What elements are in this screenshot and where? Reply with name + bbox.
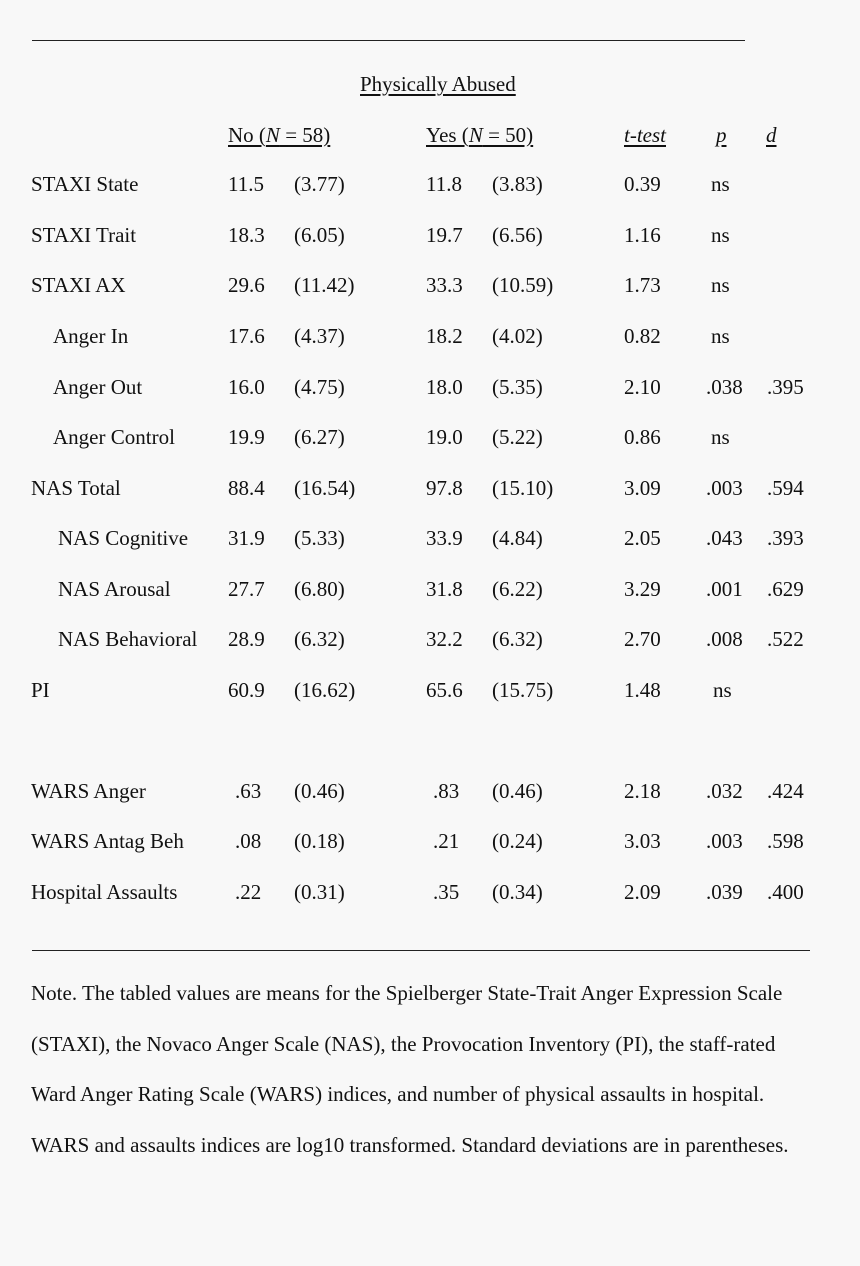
cell-t-test: 2.70 bbox=[624, 627, 661, 651]
cell-no-sd: (16.54) bbox=[294, 476, 356, 500]
row-label: NAS Behavioral bbox=[58, 627, 198, 651]
cell-no-sd: (5.33) bbox=[294, 526, 345, 550]
cell-yes-sd: (15.10) bbox=[492, 476, 554, 500]
col-header-yes-n: N bbox=[468, 123, 483, 147]
table-row bbox=[0, 778, 860, 804]
cell-d: .594 bbox=[767, 476, 804, 500]
cell-d: .395 bbox=[767, 375, 804, 399]
cell-yes-mean: 31.8 bbox=[426, 577, 463, 601]
cell-no-sd: (6.27) bbox=[294, 425, 345, 449]
note-line: (STAXI), the Novaco Anger Scale (NAS), the Provocation Inventory (PI), the staff-rated bbox=[31, 1031, 776, 1056]
cell-t-test: 3.09 bbox=[624, 476, 661, 500]
cell-t-test: 1.16 bbox=[624, 223, 661, 247]
cell-no-mean: 88.4 bbox=[228, 476, 265, 500]
cell-yes-sd: (0.34) bbox=[492, 880, 543, 904]
cell-no-mean: 28.9 bbox=[228, 627, 265, 651]
cell-p: .032 bbox=[706, 779, 743, 803]
col-header-ttest-text: t-test bbox=[624, 123, 666, 147]
cell-t-test: 2.09 bbox=[624, 880, 661, 904]
cell-d: .393 bbox=[767, 526, 804, 550]
cell-yes-sd: (5.35) bbox=[492, 375, 543, 399]
row-label: Hospital Assaults bbox=[31, 880, 178, 904]
cell-no-mean: .63 bbox=[235, 779, 262, 803]
cell-yes-mean: .83 bbox=[433, 779, 460, 803]
col-header-p bbox=[716, 123, 727, 147]
cell-yes-mean: 33.9 bbox=[426, 526, 463, 550]
cell-p: .039 bbox=[706, 880, 743, 904]
cell-t-test: 3.03 bbox=[624, 829, 661, 853]
row-label: PI bbox=[31, 678, 50, 702]
cell-yes-mean: 97.8 bbox=[426, 476, 463, 500]
col-header-yes-suffix: = 50) bbox=[482, 123, 534, 147]
table-note bbox=[31, 968, 836, 1170]
table-row bbox=[0, 879, 860, 905]
cell-no-mean: 19.9 bbox=[228, 425, 265, 449]
table-row bbox=[0, 626, 860, 652]
cell-t-test: 0.82 bbox=[624, 324, 661, 348]
cell-yes-mean: 18.0 bbox=[426, 375, 463, 399]
cell-p: .038 bbox=[706, 375, 743, 399]
note-line: Note. The tabled values are means for the Spielberger State-Trait Anger Expression Scale bbox=[31, 981, 783, 1005]
cell-no-sd: (6.80) bbox=[294, 577, 345, 601]
cell-yes-mean: .35 bbox=[433, 880, 460, 904]
cell-yes-mean: 18.2 bbox=[426, 324, 463, 348]
col-header-no-n: N bbox=[265, 123, 280, 147]
row-label: Anger Control bbox=[53, 425, 175, 449]
cell-yes-mean: 33.3 bbox=[426, 273, 463, 297]
table-row bbox=[0, 171, 860, 197]
cell-d: .598 bbox=[767, 829, 804, 853]
cell-yes-sd: (15.75) bbox=[492, 678, 554, 702]
table-row bbox=[0, 576, 860, 602]
table-row bbox=[0, 677, 860, 703]
note-line: Ward Anger Rating Scale (WARS) indices, and number of physical assaults in hospital. bbox=[31, 1082, 765, 1106]
cell-yes-sd: (0.46) bbox=[492, 779, 543, 803]
cell-t-test: 2.05 bbox=[624, 526, 661, 550]
col-header-yes bbox=[426, 123, 533, 147]
top-rule bbox=[32, 40, 745, 41]
cell-yes-mean: 19.7 bbox=[426, 223, 463, 247]
cell-no-mean: .08 bbox=[235, 829, 262, 853]
cell-t-test: 1.73 bbox=[624, 273, 661, 297]
row-label: STAXI State bbox=[31, 172, 139, 196]
row-label: WARS Anger bbox=[31, 779, 146, 803]
cell-no-mean: .22 bbox=[235, 880, 262, 904]
cell-no-sd: (16.62) bbox=[294, 678, 356, 702]
table-row bbox=[0, 424, 860, 450]
row-label: Anger Out bbox=[53, 375, 143, 399]
cell-yes-sd: (6.32) bbox=[492, 627, 543, 651]
col-header-no-suffix: = 58) bbox=[279, 123, 331, 147]
table-row bbox=[0, 475, 860, 501]
cell-p: ns bbox=[711, 223, 730, 247]
cell-t-test: 0.39 bbox=[624, 172, 661, 196]
group-title: Physically Abused bbox=[360, 72, 516, 96]
cell-yes-mean: 19.0 bbox=[426, 425, 463, 449]
cell-p: ns bbox=[711, 172, 730, 196]
table-row bbox=[0, 374, 860, 400]
cell-no-mean: 60.9 bbox=[228, 678, 265, 702]
row-label: WARS Antag Beh bbox=[31, 829, 184, 853]
cell-yes-sd: (10.59) bbox=[492, 273, 554, 297]
cell-d: .522 bbox=[767, 627, 804, 651]
cell-no-mean: 31.9 bbox=[228, 526, 265, 550]
cell-yes-mean: .21 bbox=[433, 829, 460, 853]
cell-no-sd: (11.42) bbox=[294, 273, 355, 297]
cell-no-mean: 18.3 bbox=[228, 223, 265, 247]
cell-yes-sd: (6.56) bbox=[492, 223, 543, 247]
cell-yes-mean: 11.8 bbox=[426, 172, 462, 196]
cell-no-mean: 17.6 bbox=[228, 324, 265, 348]
cell-yes-mean: 65.6 bbox=[426, 678, 463, 702]
note-line: WARS and assaults indices are log10 transformed. Standard deviations are in parentheses. bbox=[31, 1132, 789, 1157]
cell-no-sd: (0.18) bbox=[294, 829, 345, 853]
cell-p: ns bbox=[713, 678, 732, 702]
col-header-d-text: d bbox=[766, 123, 777, 147]
col-header-p-text: p bbox=[716, 123, 727, 147]
row-label: Anger In bbox=[53, 324, 129, 348]
table-row bbox=[0, 828, 860, 854]
bottom-rule bbox=[32, 950, 810, 951]
cell-t-test: 1.48 bbox=[624, 678, 661, 702]
cell-no-sd: (4.37) bbox=[294, 324, 345, 348]
table-row bbox=[0, 323, 860, 349]
row-label: NAS Arousal bbox=[58, 577, 171, 601]
row-label: STAXI Trait bbox=[31, 223, 137, 247]
cell-p: .003 bbox=[706, 829, 743, 853]
cell-t-test: 2.18 bbox=[624, 779, 661, 803]
cell-p: ns bbox=[711, 425, 730, 449]
cell-p: .003 bbox=[706, 476, 743, 500]
cell-yes-mean: 32.2 bbox=[426, 627, 463, 651]
cell-no-sd: (3.77) bbox=[294, 172, 345, 196]
cell-d: .400 bbox=[767, 880, 804, 904]
cell-p: .008 bbox=[706, 627, 743, 651]
col-header-d bbox=[766, 123, 777, 147]
cell-no-sd: (6.32) bbox=[294, 627, 345, 651]
cell-p: .001 bbox=[706, 577, 743, 601]
cell-no-sd: (0.46) bbox=[294, 779, 345, 803]
row-label: STAXI AX bbox=[31, 273, 126, 297]
cell-no-mean: 11.5 bbox=[228, 172, 264, 196]
cell-no-sd: (4.75) bbox=[294, 375, 345, 399]
cell-yes-sd: (4.84) bbox=[492, 526, 543, 550]
cell-no-mean: 29.6 bbox=[228, 273, 265, 297]
col-header-ttest bbox=[624, 123, 666, 147]
cell-t-test: 3.29 bbox=[624, 577, 661, 601]
table-row bbox=[0, 272, 860, 298]
cell-no-mean: 27.7 bbox=[228, 577, 265, 601]
col-header-no-prefix: No ( bbox=[228, 123, 266, 147]
cell-d: .424 bbox=[767, 779, 804, 803]
cell-yes-sd: (3.83) bbox=[492, 172, 543, 196]
row-label: NAS Cognitive bbox=[58, 526, 189, 550]
cell-no-sd: (0.31) bbox=[294, 880, 345, 904]
col-header-yes-prefix: Yes ( bbox=[426, 123, 469, 147]
table-row bbox=[0, 222, 860, 248]
table-row bbox=[0, 525, 860, 551]
cell-d: .629 bbox=[767, 577, 804, 601]
cell-no-sd: (6.05) bbox=[294, 223, 345, 247]
col-header-no bbox=[228, 123, 330, 147]
cell-no-mean: 16.0 bbox=[228, 375, 265, 399]
row-label: NAS Total bbox=[31, 476, 121, 500]
cell-yes-sd: (5.22) bbox=[492, 425, 543, 449]
cell-p: ns bbox=[711, 273, 730, 297]
cell-yes-sd: (0.24) bbox=[492, 829, 543, 853]
cell-yes-sd: (6.22) bbox=[492, 577, 543, 601]
cell-t-test: 2.10 bbox=[624, 375, 661, 399]
cell-p: ns bbox=[711, 324, 730, 348]
cell-t-test: 0.86 bbox=[624, 425, 661, 449]
cell-p: .043 bbox=[706, 526, 743, 550]
cell-yes-sd: (4.02) bbox=[492, 324, 543, 348]
